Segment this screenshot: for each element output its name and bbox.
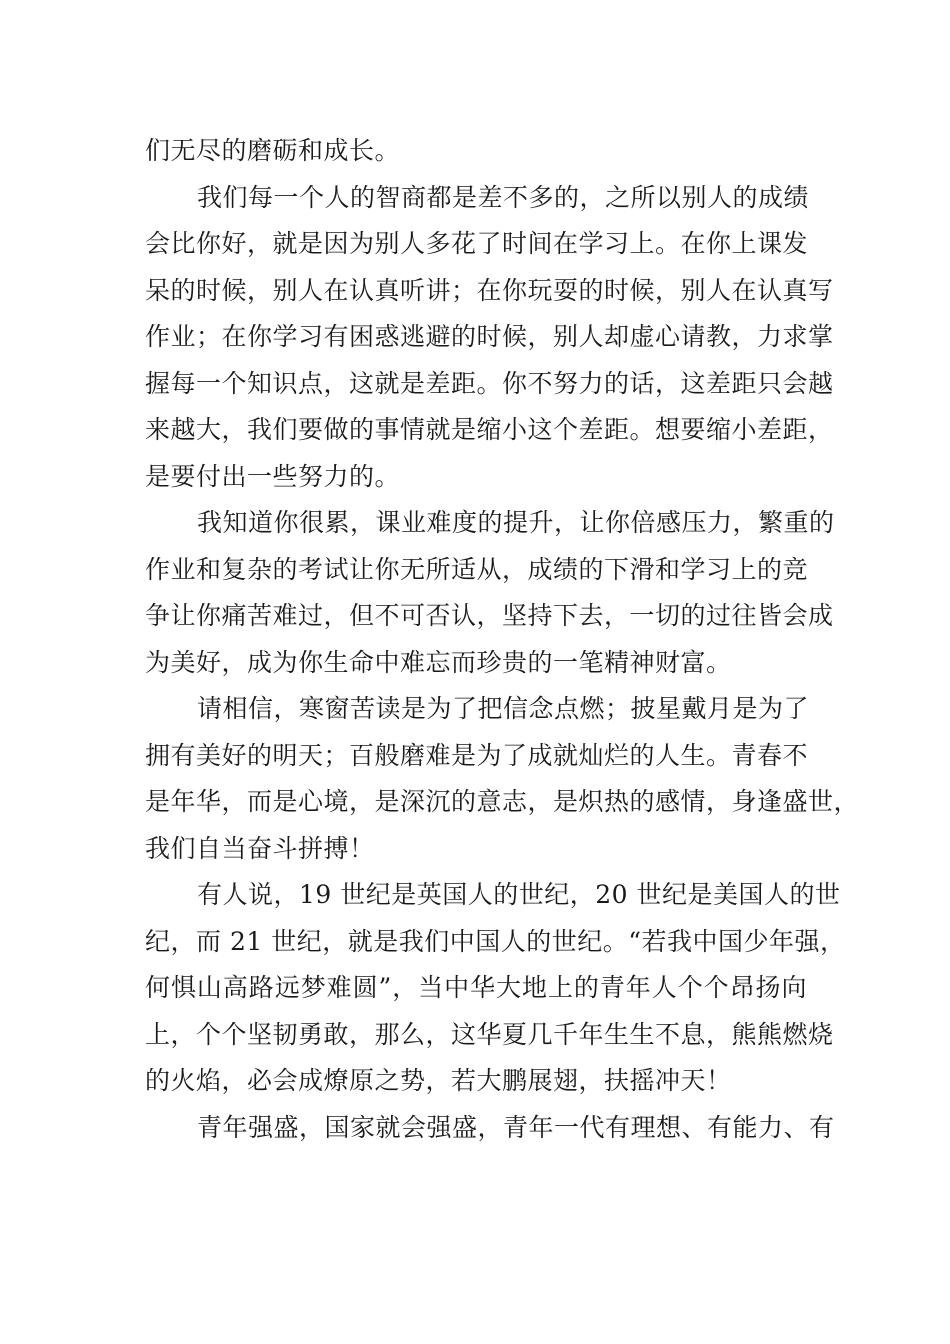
paragraph-5: [145, 872, 846, 1105]
paragraph-3: [145, 500, 835, 686]
paragraph-2: [145, 175, 834, 501]
text-line: 有人说，19 世纪是英国人的世纪，20 世纪是美国人的世: [197, 880, 841, 909]
text-line: 拥有美好的明天；百般磨难是为了成就灿烂的人生。青春不: [145, 740, 809, 770]
text-line: 会比你好，就是因为别人多花了时间在学习上。在你上课发: [145, 229, 809, 258]
text-line: 青年强盛，国家就会强盛，青年一代有理想、有能力、有: [197, 1112, 835, 1142]
text-line: 争让你痛苦难过，但不可否认，坚持下去，一切的过往皆会成: [145, 601, 834, 630]
text-line: 呆的时候，别人在认真听讲；在你玩耍的时候，别人在认真写: [145, 275, 834, 305]
text-line: 是要付出一些努力的。: [145, 461, 401, 491]
text-line: 上，个个坚韧勇敢，那么，这华夏几千年生生不息，熊熊燃烧: [145, 1019, 834, 1049]
text-line: 请相信，寒窗苦读是为了把信念点燃；披星戴月是为了: [197, 694, 810, 723]
text-line: 为美好，成为你生命中难忘而珍贵的一笔精神财富。: [145, 647, 732, 677]
text-line: 握每一个知识点，这就是差距。你不努力的话，这差距只会越: [145, 368, 834, 398]
paragraph-1: [145, 128, 807, 175]
text-line: 是年华，而是心境，是深沉的意志，是炽热的感情，身逢盛世，: [145, 787, 860, 816]
paragraph-4: [145, 686, 860, 872]
document-body: [145, 128, 860, 1151]
text-line: 纪，而 21 世纪，就是我们中国人的世纪。“若我中国少年强，: [145, 926, 846, 956]
text-line: 我知道你很累，课业难度的提升，让你倍感压力，繁重的: [197, 508, 835, 537]
text-line: 何惧山高路远梦难圆”，当中华大地上的青年人个个昂扬向: [145, 973, 807, 1002]
text-line: 我们每一个人的智商都是差不多的，之所以别人的成绩: [197, 182, 810, 212]
paragraph-6: [145, 1105, 835, 1152]
text-line: 作业和复杂的考试让你无所适从，成绩的下滑和学习上的竞: [145, 554, 809, 584]
text-line: 来越大，我们要做的事情就是缩小这个差距。想要缩小差距，: [145, 415, 834, 444]
text-line: 我们自当奋斗拼搏！: [145, 833, 375, 863]
text-line: 的火焰，必会成燎原之势，若大鹏展翅，扶摇冲天！: [145, 1066, 732, 1095]
text-line: 作业；在你学习有困惑逃避的时候，别人却虚心请教，力求掌: [145, 322, 834, 351]
text-line: 们无尽的磨砺和成长。: [145, 136, 401, 165]
